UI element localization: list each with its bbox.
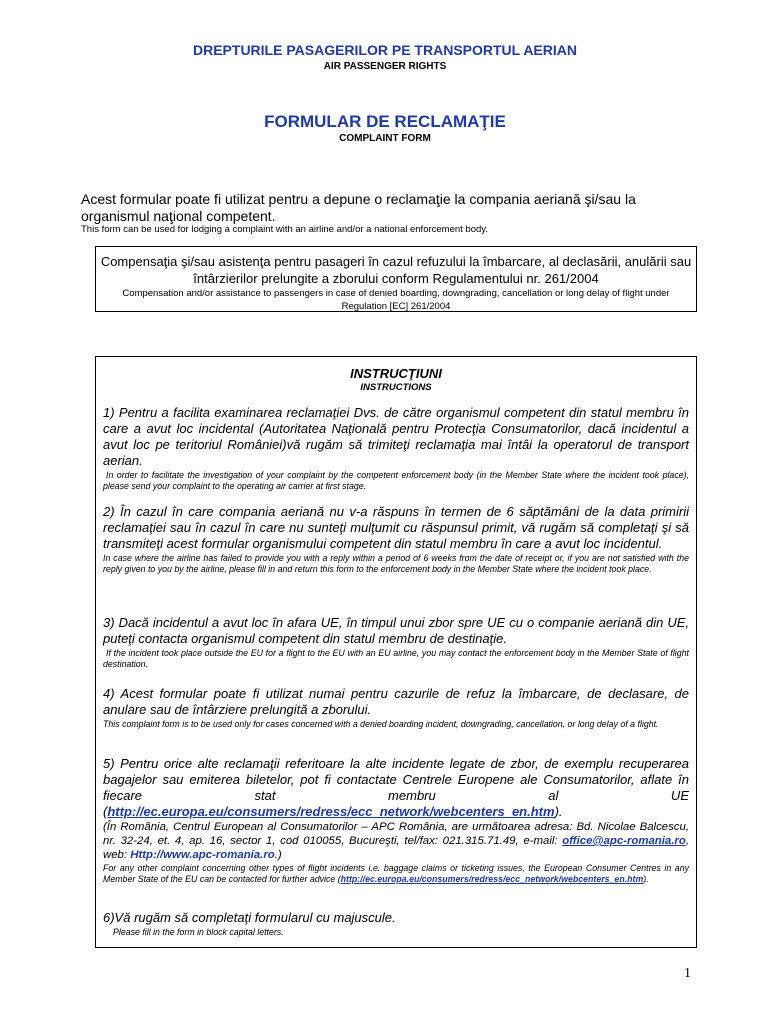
- ecc-network-link-en[interactable]: http://ec.europa.eu/consumers/redress/ecc_network/webcenters_en.htm: [340, 874, 644, 884]
- instruction-6-en: Please fill in the form in block capital letters.: [113, 927, 284, 937]
- instruction-item-4: [103, 686, 689, 730]
- instruction-5-address: [103, 820, 689, 862]
- header-subtitle: AIR PASSENGER RIGHTS: [323, 61, 447, 72]
- instruction-5-ro-text: 5) Pentru orice alte reclamaţii referitoare la alte incidente legate de zbor, de exemplu recuperarea bagajelor sau emiterea biletelor, pot fi contactate Centrele Europene ale Consumatorilor, aflate în fiecare stat membru al UE (: [103, 756, 689, 819]
- instruction-item-3: [103, 615, 689, 670]
- instruction-3-en: If the incident took place outside the EU for a flight to the EU with an EU airline, you may contact the enforcement body in the Member State of flight destination.: [103, 648, 689, 669]
- instruction-3-ro: 3) Dacă incidentul a avut loc în afara UE, în timpul unui zbor spre UE cu o companie aeriană din UE, puteţi contacta organismul competent din statul membru de destinaţie.: [103, 615, 689, 646]
- instruction-4-ro: 4) Acest formular poate fi utilizat numai pentru cazurile de refuz la îmbarcare, de declasare, de anulare sau de întârziere prelungită a zborului.: [103, 686, 689, 717]
- address-web-label: , web:: [103, 835, 689, 861]
- instruction-5-en: [103, 863, 689, 885]
- intro-text-ro: Acest formular poate fi utilizat pentru a depune o reclamaţie la compania aeriană şi/sau la organismul naţional competent.: [81, 191, 636, 224]
- instruction-2-en: In case where the airline has failed to provide you with a reply within a period of 6 weeks from the date of receipt or, if you are not satisfied with the reply given to you by the airline, please fill in and return this form to the enforcement body in the Member State where the incident took place.: [103, 553, 689, 574]
- intro-text-en: This form can be used for lodging a complaint with an airline and/or a national enforcement body.: [81, 224, 488, 235]
- instruction-4-en: This complaint form is to be used only for cases concerned with a denied boarding incident, downgrading, cancellation, or long delay of a flight.: [103, 719, 659, 729]
- instructions-subtitle: INSTRUCTIONS: [360, 382, 432, 393]
- instruction-5-en-end: ).: [643, 874, 649, 884]
- instruction-item-6: [103, 910, 689, 938]
- address-end: .): [274, 849, 282, 861]
- instruction-5-en-text: For any other complaint concerning other types of flight incidents i.e. baggage claims or ticketing issues, the European Consumer Centres in any Member State of the EU can be contacted for further advice (: [103, 863, 689, 884]
- compensation-text-ro: Compensaţia şi/sau asistenţa pentru pasageri în cazul refuzului la îmbarcare, al declasării, anulării sau întârzierilor prelungite a zborului conform Regulamentului nr. 261/2004: [100, 254, 692, 286]
- compensation-box: [95, 246, 697, 312]
- instruction-item-2: [103, 504, 689, 575]
- instruction-6-ro: 6)Vă rugăm să completaţi formularul cu majuscule.: [103, 910, 396, 925]
- instructions-box: [95, 356, 697, 948]
- instructions-title: INSTRUCŢIUNI: [350, 366, 442, 381]
- instruction-5-ro-end: ).: [554, 804, 563, 819]
- form-title: FORMULAR DE RECLAMAŢIE: [264, 112, 506, 131]
- page-number: 1: [684, 966, 691, 981]
- instruction-1-ro: 1) Pentru a facilita examinarea reclamaţiei Dvs. de către organismul competent din statul membru în care a avut loc incidental (Autoritatea Naţională pentru Protecţia Consumatorilor, dacă incidentul a avut loc pe teritoriul României)vă rugăm să trimiteţi reclamaţia mai întâi la operatorul de transport aerian.: [103, 405, 689, 468]
- compensation-text-en: Compensation and/or assistance to passengers in case of denied boarding, downgrading, cancellation or long delay of flight under Regulation [EC] 261/2004: [122, 288, 670, 312]
- instruction-2-ro: 2) În cazul în care compania aeriană nu v-a răspuns în termen de 6 săptămâni de la data primirii reclamaţiei sau în cazul în care nu sunteţi mulţumit cu răspunsul primit, vă rugăm să completaţi şi să transmiteţi acest formular organismului competent din statul membru în care a avut loc incidentul.: [103, 504, 689, 551]
- web-link[interactable]: Http://www.apc-romania.ro: [130, 849, 275, 861]
- instruction-item-1: [103, 405, 689, 492]
- address-text: (În România, Centrul European al Consumatorilor – APC România, are următoarea adresa: Bd. Nicolae Balcescu, nr. 32-24, et. 4, ap. 16, sector 1, cod 010055, Bucureşti, tel/fax: 021.315.71.49, e-mail:: [103, 821, 689, 847]
- form-subtitle: COMPLAINT FORM: [339, 133, 431, 144]
- header-title: DREPTURILE PASAGERILOR PE TRANSPORTUL AERIAN: [193, 42, 577, 58]
- instruction-1-en: In order to facilitate the investigation of your complaint by the competent enforcement body (in the Member State where the incident took place), please send your complaint to the operating air carrier at first stage.: [103, 470, 689, 491]
- instruction-item-5: [103, 756, 689, 885]
- email-link[interactable]: office@apc-romania.ro: [562, 835, 686, 847]
- ecc-network-link[interactable]: http://ec.europa.eu/consumers/redress/ecc_network/webcenters_en.htm: [107, 804, 555, 819]
- instruction-5-ro: [103, 756, 689, 820]
